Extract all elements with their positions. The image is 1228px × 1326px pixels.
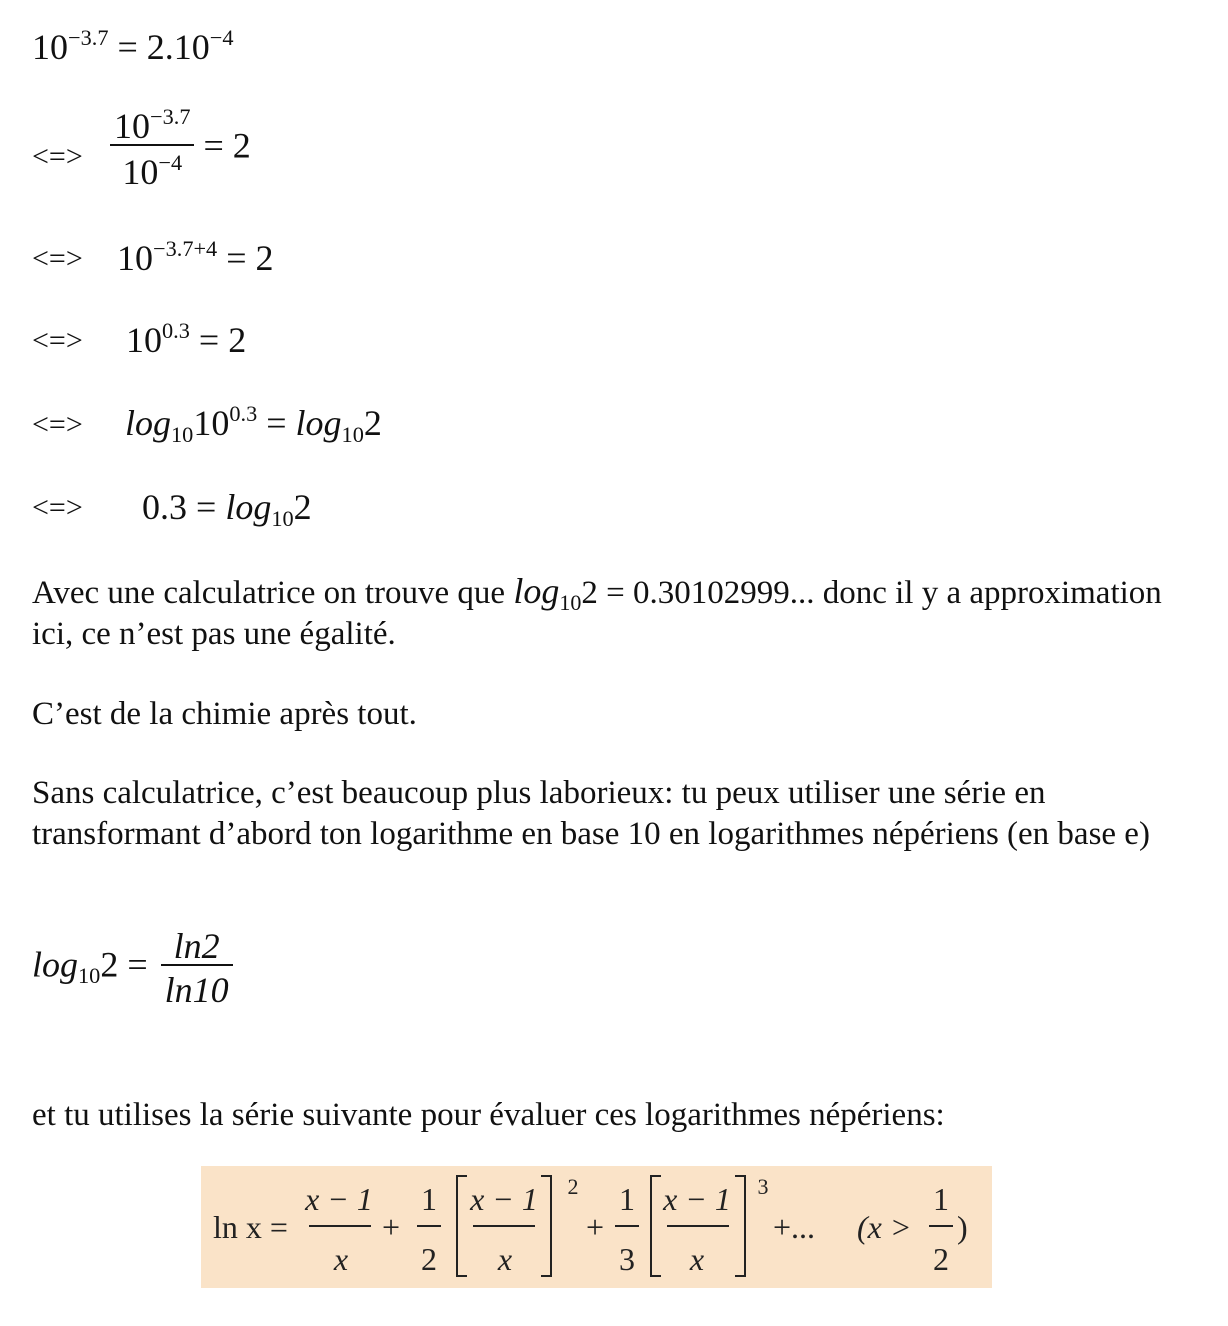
coef-numerator: 1	[619, 1181, 635, 1217]
frac-denominator: x	[333, 1241, 349, 1277]
fraction: $\frac{10^{-3.7}}{10^{-4}}$	[110, 108, 194, 190]
condition-numerator: 1	[933, 1181, 949, 1217]
equation-line-4: $10^{0.3} = 2$	[126, 318, 247, 360]
frac-numerator: x − 1	[305, 1181, 373, 1217]
series-lhs: ln x =	[213, 1209, 288, 1245]
paragraph-calculator: Avec une calculatrice on trouve que $\log_{10}2 = 0.30102999$... donc il y a approximation ici, ce n’est pas une égalité.	[32, 571, 1162, 652]
plus-sign: +	[585, 1209, 605, 1245]
equivalence-arrow: <=>	[32, 408, 83, 441]
equivalence-arrow: <=>	[32, 324, 83, 357]
condition-close: )	[957, 1209, 968, 1245]
left-bracket	[457, 1176, 467, 1276]
coef-denominator: 3	[619, 1241, 635, 1277]
frac-numerator: x − 1	[663, 1181, 731, 1217]
equivalence-arrow: <=>	[32, 140, 83, 173]
coef-numerator: 1	[421, 1181, 437, 1217]
plus-sign: +	[381, 1209, 401, 1245]
condition-open: (x >	[857, 1209, 912, 1245]
equation-line-1: $10^{-3.7} = 2.10^{-4}$	[32, 25, 234, 67]
equivalence-arrow: <=>	[32, 491, 83, 524]
series-formula	[201, 1166, 992, 1288]
paragraph-series-intro: Sans calculatrice, c’est beaucoup plus laborieux: tu peux utiliser une série en transformant d’abord ton logarithme en base 10 en logarithmes népériens (en base e)	[32, 775, 1150, 852]
log-conversion-formula: $\log_{10}2$ = $\frac{\ln 2}{\ln 10}$	[32, 928, 233, 1008]
frac-denominator: x	[689, 1241, 705, 1277]
right-bracket	[735, 1176, 745, 1276]
coef-denominator: 2	[421, 1241, 437, 1277]
condition-denominator: 2	[933, 1241, 949, 1277]
paragraph-series: et tu utilises la série suivante pour évaluer ces logarithmes népériens:	[32, 1097, 945, 1133]
equation-line-6: $0.3 = \log_{10}2$	[142, 487, 312, 532]
paragraph-chemistry: C’est de la chimie après tout.	[32, 696, 417, 732]
right-bracket	[541, 1176, 551, 1276]
fraction: $\frac{\ln 2}{\ln 10}$	[161, 928, 233, 1008]
equation-line-2: $\frac{10^{-3.7}}{10^{-4}}$ = 2	[110, 108, 251, 190]
power-2: 2	[567, 1174, 579, 1199]
frac-denominator: x	[497, 1241, 513, 1277]
equivalence-arrow: <=>	[32, 242, 83, 275]
left-bracket	[651, 1176, 661, 1276]
frac-numerator: x − 1	[470, 1181, 538, 1217]
equation-line-5: $\log_{10}10^{0.3} = \log_{10}2$	[125, 401, 382, 448]
series-tail: +...	[773, 1209, 816, 1245]
series-formula-box	[201, 1166, 992, 1288]
power-3: 3	[757, 1174, 769, 1199]
equation-line-3: $10^{-3.7+4} = 2$	[117, 236, 274, 278]
